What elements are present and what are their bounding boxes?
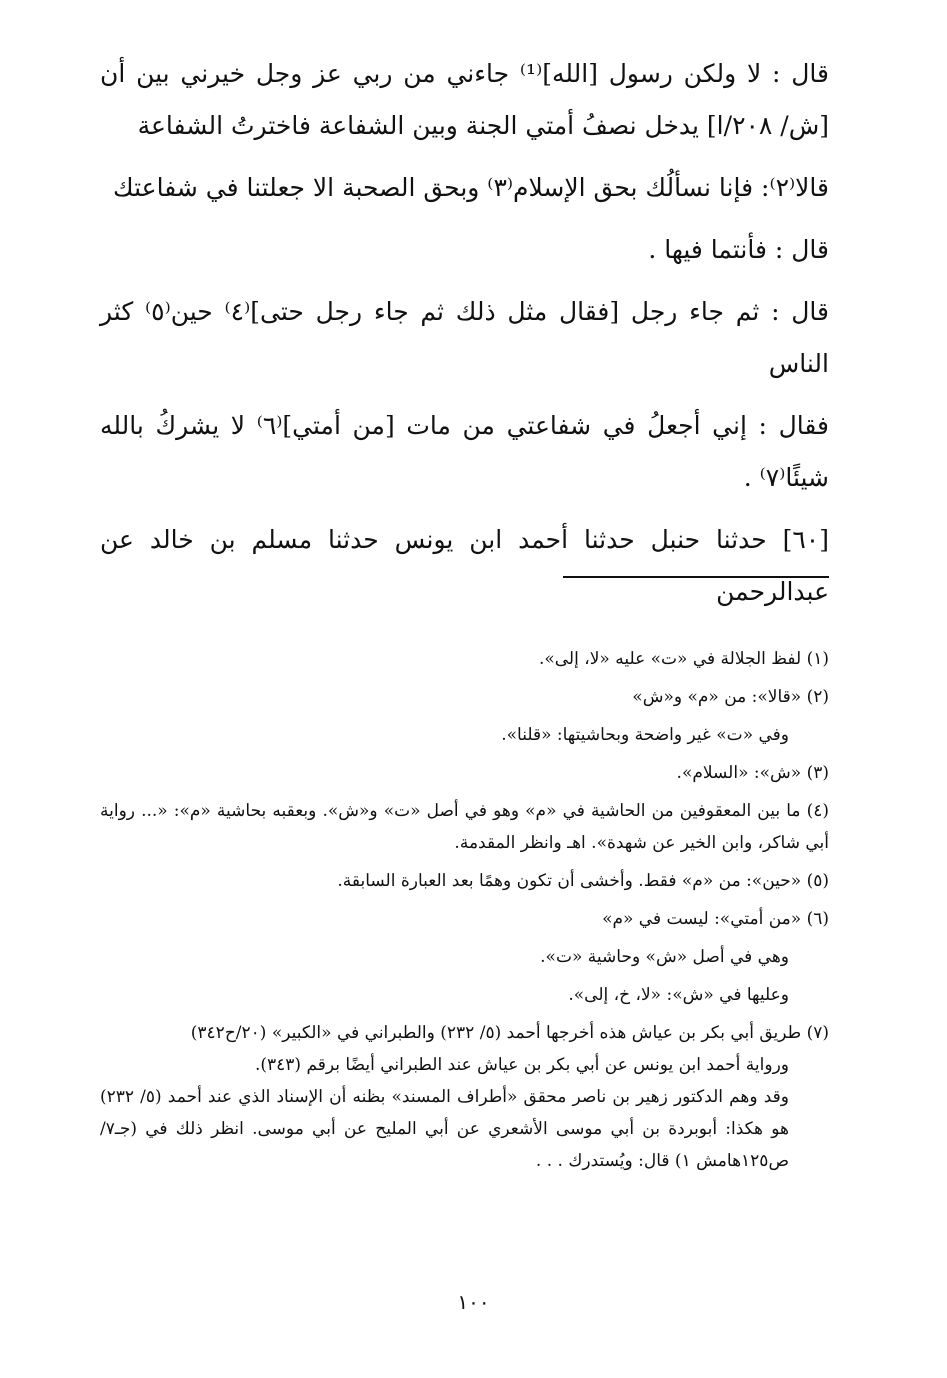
page-number: ١٠٠ <box>457 1290 490 1314</box>
paragraph-5: فقال : إني أجعلُ في شفاعتي من مات [من أمتي]⁽٦⁾ لا يشركُ بالله شيئًا⁽٧⁾ . <box>100 411 829 492</box>
footnote-7-continuation-1: ورواية أحمد ابن يونس عن أبي بكر بن عياش عند الطبراني أيضًا برقم (٣٤٣). <box>254 1055 789 1075</box>
paragraph-2: قالا⁽٢⁾: فإنا نسألُك بحق الإسلام⁽٣⁾ وبحق الصحبة الا جعلتنا في شفاعتك <box>113 173 829 202</box>
footnote-2-continuation: وفي «ت» غير واضحة وبحاشيتها: «قلنا». <box>501 725 789 745</box>
paragraph-4: قال : ثم جاء رجل [فقال مثل ذلك ثم جاء رجل حتى]⁽٤⁾ حين⁽٥⁾ كثر الناس <box>100 297 829 378</box>
book-page <box>100 48 829 1378</box>
footnote-3: (٣) «ش»: «السلام». <box>676 763 829 783</box>
paragraph-1: قال : لا ولكن رسول [الله]⁽¹⁾ جاءني من ربي عز وجل خيرني بين أن [ش/ ٢٠٨/ا] يدخل نصفُ أمتي الجنة وبين الشفاعة فاخترتُ الشفاعة <box>100 59 829 140</box>
footnote-7: (٧) طريق أبي بكر بن عياش هذه أخرجها أحمد (٥/ ٢٣٢) والطبراني في «الكبير» (٢٠/ح٣٤٢) <box>190 1023 829 1043</box>
footnotes <box>100 643 829 1177</box>
main-text <box>100 48 829 618</box>
footnote-4: (٤) ما بين المعقوفين من الحاشية في «م» وهو في أصل «ت» و«ش». وبعقبه بحاشية «م»: «... رواية أبي شاكر، وابن الخير عن شهدة». اهـ وانظر المقدمة. <box>100 801 829 853</box>
footnote-1: (١) لفظ الجلالة في «ت» عليه «لا، إلى». <box>538 649 829 669</box>
footnote-divider <box>563 576 829 578</box>
footnote-7-continuation-2: وقد وهم الدكتور زهير بن ناصر محقق «أطراف المسند» بظنه أن الإسناد الذي عند أحمد (٥/ ٢٣٢) هو هكذا: أبوبردة بن أبي موسى الأشعري عن أبي المليح عن أبي موسى. انظر ذلك في (جـ٧/ ص١٢٥هامش ١) قال: ويُستدرك . . . <box>100 1087 789 1171</box>
footnote-2: (٢) «قالا»: من «م» و«ش» <box>632 687 829 707</box>
footnote-6: (٦) «من أمتي»: ليست في «م» <box>602 909 829 929</box>
paragraph-6: [٦٠] حدثنا حنبل حدثنا أحمد ابن يونس حدثنا مسلم بن خالد عن عبدالرحمن <box>100 525 829 606</box>
footnote-5: (٥) «حين»: من «م» فقط. وأخشى أن تكون وهمًا بعد العبارة السابقة. <box>337 871 829 891</box>
footnote-6-continuation-2: وعليها في «ش»: «لا، خ، إلى». <box>568 985 789 1005</box>
footnote-6-continuation-1: وهي في أصل «ش» وحاشية «ت». <box>540 947 789 967</box>
paragraph-3: قال : فأنتما فيها . <box>648 235 829 264</box>
